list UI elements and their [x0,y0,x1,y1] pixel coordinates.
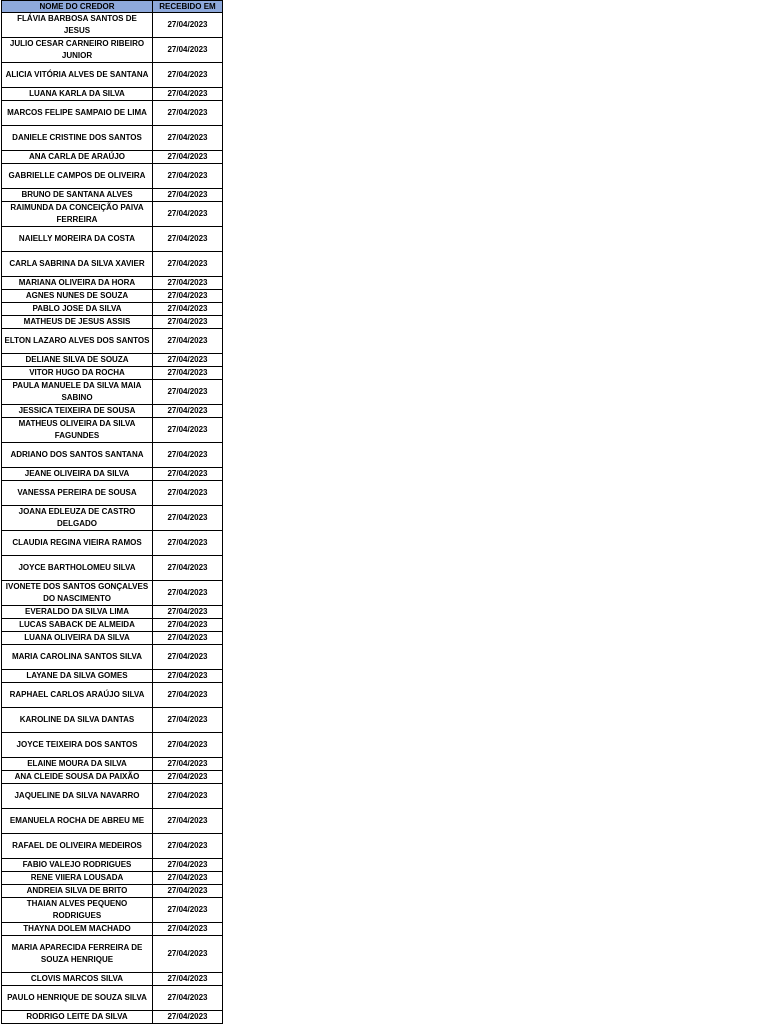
table-row [2,784,223,809]
received-date-cell: 27/04/2023 [153,63,223,88]
received-date-cell: 27/04/2023 [153,329,223,354]
received-date-cell: 27/04/2023 [153,632,223,645]
table-row [2,202,223,227]
creditor-name-cell: MARCOS FELIPE SAMPAIO DE LIMA [2,101,153,126]
header-date-cell: RECEBIDO EM [153,1,223,13]
received-date-cell: 27/04/2023 [153,556,223,581]
table-row [2,771,223,784]
table-row [2,303,223,316]
creditor-name-cell: ALICIA VITÓRIA ALVES DE SANTANA [2,63,153,88]
table-row [2,405,223,418]
creditor-name-cell: VANESSA PEREIRA DE SOUSA [2,481,153,506]
table-row [2,632,223,645]
creditor-name-cell: LUCAS SABACK DE ALMEIDA [2,619,153,632]
creditor-name-cell: THAYNA DOLEM MACHADO [2,923,153,936]
table-row [2,606,223,619]
table-row [2,859,223,872]
table-row [2,683,223,708]
table-row [2,556,223,581]
table-row [2,101,223,126]
received-date-cell: 27/04/2023 [153,101,223,126]
creditor-name-cell: CARLA SABRINA DA SILVA XAVIER [2,252,153,277]
table-row [2,329,223,354]
creditor-name-cell: EVERALDO DA SILVA LIMA [2,606,153,619]
table-row [2,227,223,252]
table-row [2,506,223,531]
creditor-name-cell: THAIAN ALVES PEQUENO RODRIGUES [2,898,153,923]
table-row [2,531,223,556]
creditor-name-cell: LUANA OLIVEIRA DA SILVA [2,632,153,645]
received-date-cell: 27/04/2023 [153,468,223,481]
creditor-table [1,0,223,1024]
creditor-name-cell: ANA CARLA DE ARAÚJO [2,151,153,164]
header-row [2,1,223,13]
received-date-cell: 27/04/2023 [153,670,223,683]
received-date-cell: 27/04/2023 [153,88,223,101]
table-row [2,898,223,923]
creditor-name-cell: CLAUDIA REGINA VIEIRA RAMOS [2,531,153,556]
table-row [2,936,223,973]
creditor-name-cell: CLOVIS MARCOS SILVA [2,973,153,986]
received-date-cell: 27/04/2023 [153,885,223,898]
table-row [2,923,223,936]
received-date-cell: 27/04/2023 [153,443,223,468]
creditor-name-cell: FLÁVIA BARBOSA SANTOS DE JESUS [2,13,153,38]
received-date-cell: 27/04/2023 [153,405,223,418]
received-date-cell: 27/04/2023 [153,13,223,38]
table-row [2,481,223,506]
creditor-name-cell: PABLO JOSE DA SILVA [2,303,153,316]
received-date-cell: 27/04/2023 [153,316,223,329]
creditor-name-cell: ANDREIA SILVA DE BRITO [2,885,153,898]
received-date-cell: 27/04/2023 [153,354,223,367]
table-row [2,88,223,101]
received-date-cell: 27/04/2023 [153,1011,223,1024]
table-row [2,252,223,277]
creditor-name-cell: PAULO HENRIQUE DE SOUZA SILVA [2,986,153,1011]
table-row [2,277,223,290]
received-date-cell: 27/04/2023 [153,506,223,531]
creditor-name-cell: JOANA EDLEUZA DE CASTRO DELGADO [2,506,153,531]
table-row [2,1011,223,1024]
received-date-cell: 27/04/2023 [153,367,223,380]
table-row [2,354,223,367]
creditor-name-cell: ELAINE MOURA DA SILVA [2,758,153,771]
table-row [2,164,223,189]
creditor-name-cell: JEANE OLIVEIRA DA SILVA [2,468,153,481]
creditor-name-cell: JOYCE TEIXEIRA DOS SANTOS [2,733,153,758]
received-date-cell: 27/04/2023 [153,619,223,632]
received-date-cell: 27/04/2023 [153,809,223,834]
creditor-name-cell: JESSICA TEIXEIRA DE SOUSA [2,405,153,418]
creditor-name-cell: IVONETE DOS SANTOS GONÇALVES DO NASCIMENTO [2,581,153,606]
creditor-name-cell: ADRIANO DOS SANTOS SANTANA [2,443,153,468]
creditor-name-cell: MARIA CAROLINA SANTOS SILVA [2,645,153,670]
table-row [2,189,223,202]
received-date-cell: 27/04/2023 [153,164,223,189]
creditor-name-cell: JULIO CESAR CARNEIRO RIBEIRO JUNIOR [2,38,153,63]
received-date-cell: 27/04/2023 [153,872,223,885]
table-row [2,872,223,885]
creditor-name-cell: BRUNO DE SANTANA ALVES [2,189,153,202]
table-row [2,733,223,758]
received-date-cell: 27/04/2023 [153,859,223,872]
received-date-cell: 27/04/2023 [153,481,223,506]
header-name-cell: NOME DO CREDOR [2,1,153,13]
received-date-cell: 27/04/2023 [153,758,223,771]
creditor-name-cell: MATHEUS OLIVEIRA DA SILVA FAGUNDES [2,418,153,443]
creditor-name-cell: LUANA KARLA DA SILVA [2,88,153,101]
table-row [2,758,223,771]
table-body [2,13,223,1024]
table-row [2,809,223,834]
table-row [2,581,223,606]
table-row [2,708,223,733]
creditor-name-cell: MARIANA OLIVEIRA DA HORA [2,277,153,290]
table-row [2,380,223,405]
received-date-cell: 27/04/2023 [153,202,223,227]
table-row [2,973,223,986]
creditor-name-cell: RENE VIIERA LOUSADA [2,872,153,885]
received-date-cell: 27/04/2023 [153,151,223,164]
received-date-cell: 27/04/2023 [153,227,223,252]
creditor-name-cell: NAIELLY MOREIRA DA COSTA [2,227,153,252]
table-row [2,151,223,164]
table-row [2,418,223,443]
creditor-name-cell: JOYCE BARTHOLOMEU SILVA [2,556,153,581]
table-row [2,290,223,303]
table-row [2,13,223,38]
received-date-cell: 27/04/2023 [153,834,223,859]
creditor-name-cell: DANIELE CRISTINE DOS SANTOS [2,126,153,151]
received-date-cell: 27/04/2023 [153,126,223,151]
creditor-name-cell: JAQUELINE DA SILVA NAVARRO [2,784,153,809]
table-row [2,645,223,670]
received-date-cell: 27/04/2023 [153,986,223,1011]
received-date-cell: 27/04/2023 [153,973,223,986]
received-date-cell: 27/04/2023 [153,38,223,63]
creditor-name-cell: MATHEUS DE JESUS ASSIS [2,316,153,329]
table-row [2,316,223,329]
creditor-name-cell: AGNES NUNES DE SOUZA [2,290,153,303]
received-date-cell: 27/04/2023 [153,581,223,606]
creditor-name-cell: ANA CLEIDE SOUSA DA PAIXÃO [2,771,153,784]
received-date-cell: 27/04/2023 [153,923,223,936]
received-date-cell: 27/04/2023 [153,189,223,202]
received-date-cell: 27/04/2023 [153,252,223,277]
table-row [2,367,223,380]
creditor-name-cell: EMANUELA ROCHA DE ABREU ME [2,809,153,834]
creditor-name-cell: PAULA MANUELE DA SILVA MAIA SABINO [2,380,153,405]
table-row [2,670,223,683]
received-date-cell: 27/04/2023 [153,708,223,733]
table-row [2,38,223,63]
received-date-cell: 27/04/2023 [153,898,223,923]
table-row [2,986,223,1011]
creditor-name-cell: LAYANE DA SILVA GOMES [2,670,153,683]
creditor-name-cell: RAPHAEL CARLOS ARAÚJO SILVA [2,683,153,708]
table-row [2,885,223,898]
creditor-name-cell: ELTON LAZARO ALVES DOS SANTOS [2,329,153,354]
creditor-name-cell: RODRIGO LEITE DA SILVA [2,1011,153,1024]
creditor-name-cell: RAFAEL DE OLIVEIRA MEDEIROS [2,834,153,859]
received-date-cell: 27/04/2023 [153,380,223,405]
table-row [2,443,223,468]
received-date-cell: 27/04/2023 [153,733,223,758]
received-date-cell: 27/04/2023 [153,290,223,303]
table-row [2,468,223,481]
received-date-cell: 27/04/2023 [153,277,223,290]
received-date-cell: 27/04/2023 [153,303,223,316]
creditor-name-cell: VITOR HUGO DA ROCHA [2,367,153,380]
creditor-name-cell: MARIA APARECIDA FERREIRA DE SOUZA HENRIQUE [2,936,153,973]
creditor-name-cell: RAIMUNDA DA CONCEIÇÃO PAIVA FERREIRA [2,202,153,227]
table-row [2,619,223,632]
creditor-name-cell: GABRIELLE CAMPOS DE OLIVEIRA [2,164,153,189]
creditor-name-cell: KAROLINE DA SILVA DANTAS [2,708,153,733]
received-date-cell: 27/04/2023 [153,645,223,670]
received-date-cell: 27/04/2023 [153,771,223,784]
table-row [2,834,223,859]
received-date-cell: 27/04/2023 [153,606,223,619]
creditor-name-cell: DELIANE SILVA DE SOUZA [2,354,153,367]
received-date-cell: 27/04/2023 [153,784,223,809]
received-date-cell: 27/04/2023 [153,531,223,556]
received-date-cell: 27/04/2023 [153,936,223,973]
received-date-cell: 27/04/2023 [153,418,223,443]
table-row [2,126,223,151]
creditor-name-cell: FABIO VALEJO RODRIGUES [2,859,153,872]
table-row [2,63,223,88]
received-date-cell: 27/04/2023 [153,683,223,708]
